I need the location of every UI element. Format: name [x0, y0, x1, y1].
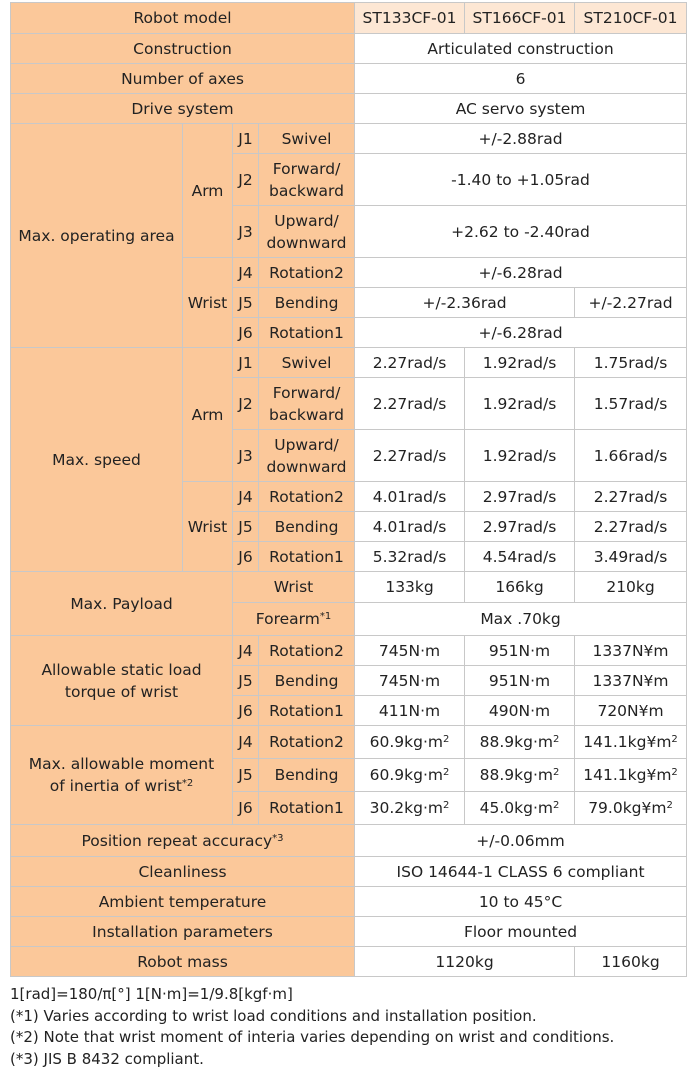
- speed-value: 4.54rad/s: [465, 542, 575, 572]
- joint-name: Bending: [259, 759, 355, 792]
- squared: 2: [443, 734, 450, 745]
- op-j4-value: +/-6.28rad: [355, 258, 687, 288]
- joint-name-line2: backward: [269, 181, 344, 200]
- joint-name: Rotation2: [259, 636, 355, 666]
- speed-wrist-label: Wrist: [183, 482, 233, 572]
- torque-value: 1337N¥m: [575, 666, 687, 696]
- speed-value: 2.27rad/s: [355, 348, 465, 378]
- joint-name: [259, 154, 355, 206]
- robot-model-label: Robot model: [11, 3, 355, 34]
- footnote-ref: *3: [272, 832, 284, 844]
- row-temp: [11, 887, 687, 917]
- inertia-value: [465, 726, 575, 759]
- joint-name: Swivel: [259, 124, 355, 154]
- inertia-value: [465, 759, 575, 792]
- mass-label: Robot mass: [11, 947, 355, 977]
- speed-value: 1.92rad/s: [465, 378, 575, 430]
- squared: 2: [671, 767, 678, 778]
- axis-label: J3: [233, 430, 259, 482]
- row-axes: [11, 64, 687, 94]
- mass-value-ab: 1120kg: [355, 947, 575, 977]
- speed-value: 5.32rad/s: [355, 542, 465, 572]
- joint-name: Rotation2: [259, 726, 355, 759]
- op-j5-value-ab: +/-2.36rad: [355, 288, 575, 318]
- payload-forearm-value: Max .70kg: [355, 603, 687, 636]
- row-repeat: [11, 825, 687, 857]
- torque-value: 1337N¥m: [575, 636, 687, 666]
- model-st133: ST133CF-01: [355, 3, 465, 34]
- joint-name-line2: downward: [266, 457, 347, 476]
- inertia-label-line2: of inertia of wrist: [49, 777, 182, 795]
- speed-value: 1.57rad/s: [575, 378, 687, 430]
- speed-label: Max. speed: [11, 348, 183, 572]
- row-construction: [11, 34, 687, 64]
- torque-value: 745N·m: [355, 636, 465, 666]
- joint-name-line1: Upward/: [274, 211, 339, 230]
- axis-label: J4: [233, 258, 259, 288]
- joint-name: Bending: [259, 666, 355, 696]
- axis-label: J5: [233, 666, 259, 696]
- joint-name: Rotation1: [259, 542, 355, 572]
- joint-name: Rotation2: [259, 258, 355, 288]
- payload-wrist-label: Wrist: [233, 572, 355, 603]
- joint-name: [259, 206, 355, 258]
- row-robot-model: [11, 3, 687, 34]
- torque-value: 951N·m: [465, 666, 575, 696]
- axes-value: 6: [355, 64, 687, 94]
- footnote-ref: *1: [319, 611, 332, 622]
- speed-value: 1.66rad/s: [575, 430, 687, 482]
- axis-label: J3: [233, 206, 259, 258]
- drive-label: Drive system: [11, 94, 355, 124]
- row-inertia-j4: [11, 726, 687, 759]
- temp-label: Ambient temperature: [11, 887, 355, 917]
- construction-value: Articulated construction: [355, 34, 687, 64]
- joint-name: Rotation1: [259, 696, 355, 726]
- footnote-units: 1[rad]=180/π[°] 1[N·m]=1/9.8[kgf·m]: [10, 985, 293, 1003]
- construction-label: Construction: [11, 34, 355, 64]
- model-st166: ST166CF-01: [465, 3, 575, 34]
- joint-name: Rotation1: [259, 792, 355, 825]
- clean-value: ISO 14644-1 CLASS 6 compliant: [355, 857, 687, 887]
- forearm-text: Forearm: [255, 610, 320, 628]
- inertia-value: [355, 759, 465, 792]
- inertia-value: [575, 726, 687, 759]
- op-j6-value: +/-6.28rad: [355, 318, 687, 348]
- squared: 2: [553, 767, 560, 778]
- torque-value: 720N¥m: [575, 696, 687, 726]
- op-wrist-label: Wrist: [183, 258, 233, 348]
- axis-label: J2: [233, 154, 259, 206]
- row-op-j1: [11, 124, 687, 154]
- joint-name: Swivel: [259, 348, 355, 378]
- op-j3-value: +2.62 to -2.40rad: [355, 206, 687, 258]
- torque-label-line2: torque of wrist: [64, 682, 179, 701]
- spec-table: [10, 2, 687, 977]
- row-mass: [11, 947, 687, 977]
- torque-value: 745N·m: [355, 666, 465, 696]
- joint-name-line1: Forward/: [272, 383, 341, 402]
- payload-value: 133kg: [355, 572, 465, 603]
- torque-value: 411N·m: [355, 696, 465, 726]
- repeat-text: Position repeat accuracy: [81, 831, 273, 850]
- axis-label: J4: [233, 482, 259, 512]
- joint-name-line2: downward: [266, 233, 347, 252]
- inertia-number: 141.1kg¥m: [583, 733, 672, 751]
- row-drive: [11, 94, 687, 124]
- speed-arm-label: Arm: [183, 348, 233, 482]
- inertia-number: 88.9kg·m: [479, 733, 554, 751]
- speed-value: 1.92rad/s: [465, 430, 575, 482]
- drive-value: AC servo system: [355, 94, 687, 124]
- axis-label: J6: [233, 792, 259, 825]
- footnote-1: (*1) Varies according to wrist load conditions and installation position.: [10, 1006, 537, 1025]
- inertia-value: [355, 726, 465, 759]
- squared: 2: [553, 800, 560, 811]
- mass-value-c: 1160kg: [575, 947, 687, 977]
- model-st210: ST210CF-01: [575, 3, 687, 34]
- squared: 2: [671, 734, 678, 745]
- speed-value: 4.01rad/s: [355, 482, 465, 512]
- squared: 2: [553, 734, 560, 745]
- row-payload-wrist: [11, 572, 687, 603]
- torque-label-line1: Allowable static load: [41, 660, 202, 679]
- footnote-ref: *2: [181, 778, 194, 789]
- inertia-value: [355, 792, 465, 825]
- payload-label: Max. Payload: [11, 572, 233, 636]
- payload-value: 210kg: [575, 572, 687, 603]
- install-label: Installation parameters: [11, 917, 355, 947]
- inertia-number: 45.0kg·m: [479, 799, 554, 817]
- axis-label: J5: [233, 512, 259, 542]
- squared: 2: [666, 800, 673, 811]
- op-arm-label: Arm: [183, 124, 233, 258]
- inertia-number: 60.9kg·m: [369, 766, 444, 784]
- speed-value: 2.27rad/s: [355, 378, 465, 430]
- footnotes: [10, 984, 614, 1070]
- squared: 2: [443, 800, 450, 811]
- joint-name: Bending: [259, 288, 355, 318]
- joint-name-line1: Forward/: [272, 159, 341, 178]
- op-j1-value: +/-2.88rad: [355, 124, 687, 154]
- joint-name: Rotation2: [259, 482, 355, 512]
- torque-value: 951N·m: [465, 636, 575, 666]
- inertia-number: 60.9kg·m: [369, 733, 444, 751]
- footnote-3: (*3) JIS B 8432 compliant.: [10, 1049, 204, 1068]
- axis-label: J6: [233, 318, 259, 348]
- axis-label: J6: [233, 542, 259, 572]
- inertia-label-line1: Max. allowable moment: [28, 755, 215, 773]
- speed-value: 2.97rad/s: [465, 482, 575, 512]
- row-install: [11, 917, 687, 947]
- axis-label: J4: [233, 636, 259, 666]
- joint-name-line2: backward: [269, 405, 344, 424]
- row-clean: [11, 857, 687, 887]
- joint-name: [259, 430, 355, 482]
- inertia-number: 79.0kg¥m: [588, 799, 667, 817]
- inertia-value: [465, 792, 575, 825]
- axis-label: J6: [233, 696, 259, 726]
- repeat-value: +/-0.06mm: [355, 825, 687, 857]
- joint-name: Bending: [259, 512, 355, 542]
- axis-label: J5: [233, 288, 259, 318]
- payload-value: 166kg: [465, 572, 575, 603]
- inertia-label: [11, 726, 233, 825]
- op-j5-value-c: +/-2.27rad: [575, 288, 687, 318]
- speed-value: 2.27rad/s: [355, 430, 465, 482]
- inertia-value: [575, 792, 687, 825]
- op-j2-value: -1.40 to +1.05rad: [355, 154, 687, 206]
- footnote-2: (*2) Note that wrist moment of interia varies depending on wrist and conditions.: [10, 1028, 615, 1046]
- row-torque-j4: [11, 636, 687, 666]
- repeat-label: [11, 825, 355, 857]
- joint-name: Rotation1: [259, 318, 355, 348]
- speed-value: 3.49rad/s: [575, 542, 687, 572]
- payload-forearm-label: [233, 603, 355, 636]
- speed-value: 1.75rad/s: [575, 348, 687, 378]
- speed-value: 2.27rad/s: [575, 512, 687, 542]
- torque-label: [11, 636, 233, 726]
- joint-name: [259, 378, 355, 430]
- install-value: Floor mounted: [355, 917, 687, 947]
- inertia-number: 30.2kg·m: [369, 799, 444, 817]
- axis-label: J2: [233, 378, 259, 430]
- clean-label: Cleanliness: [11, 857, 355, 887]
- squared: 2: [443, 767, 450, 778]
- joint-name-line1: Upward/: [274, 435, 339, 454]
- temp-value: 10 to 45°C: [355, 887, 687, 917]
- speed-value: 2.27rad/s: [575, 482, 687, 512]
- inertia-number: 88.9kg·m: [479, 766, 554, 784]
- inertia-number: 141.1kg¥m: [583, 766, 672, 784]
- speed-value: 4.01rad/s: [355, 512, 465, 542]
- op-area-label: Max. operating area: [11, 124, 183, 348]
- axis-label: J1: [233, 348, 259, 378]
- row-speed-j1: [11, 348, 687, 378]
- axes-label: Number of axes: [11, 64, 355, 94]
- axis-label: J4: [233, 726, 259, 759]
- speed-value: 2.97rad/s: [465, 512, 575, 542]
- speed-value: 1.92rad/s: [465, 348, 575, 378]
- torque-value: 490N·m: [465, 696, 575, 726]
- inertia-value: [575, 759, 687, 792]
- axis-label: J5: [233, 759, 259, 792]
- axis-label: J1: [233, 124, 259, 154]
